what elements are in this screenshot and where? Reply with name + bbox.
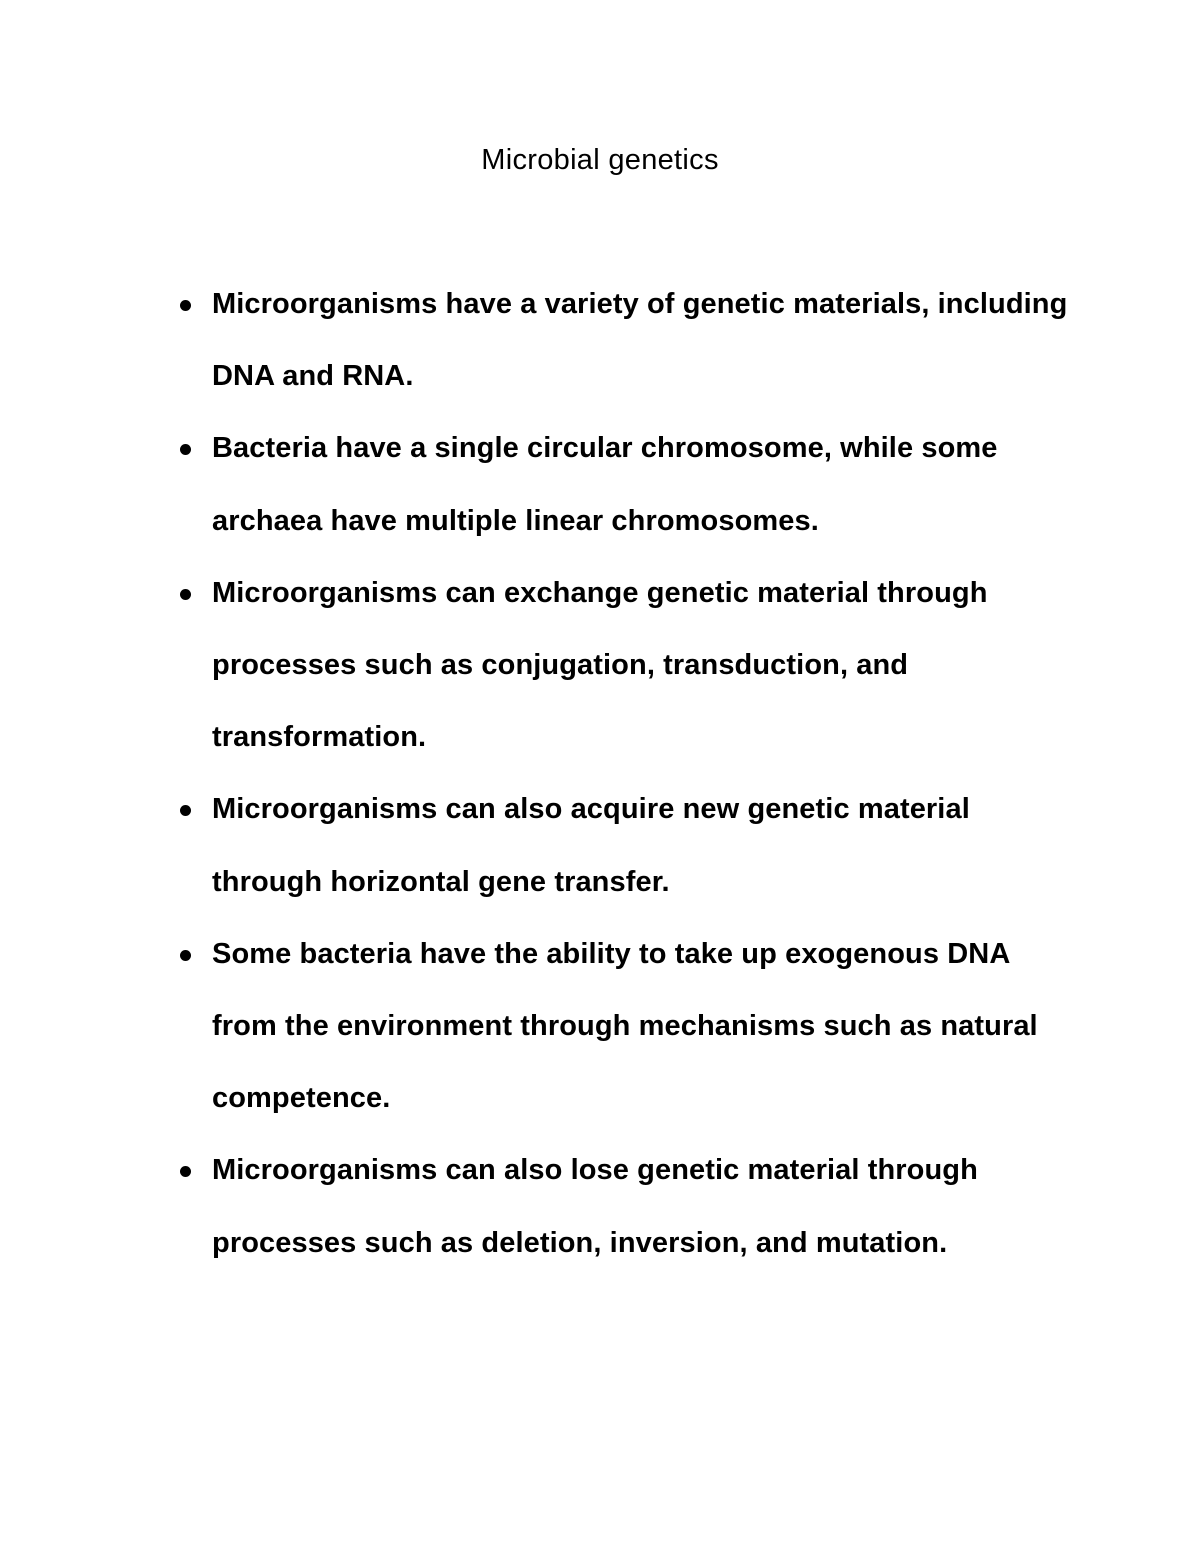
bullet-text: Microorganisms can also lose genetic material through processes such as deletion, inversion, and mutation.	[212, 1154, 978, 1259]
list-item	[212, 557, 1072, 774]
bullet-icon	[180, 1166, 191, 1177]
list-item	[212, 268, 1072, 412]
list-item	[212, 1134, 1072, 1278]
bullet-text: Microorganisms can also acquire new genetic material through horizontal gene transfer.	[212, 793, 970, 898]
list-item	[212, 773, 1072, 917]
bullet-icon	[180, 950, 191, 961]
bullet-icon	[180, 444, 191, 455]
bullet-icon	[180, 805, 191, 816]
document-title: Microbial genetics	[481, 144, 719, 176]
bullet-text: Microorganisms have a variety of genetic materials, including DNA and RNA.	[212, 288, 1068, 393]
bullet-text: Microorganisms can exchange genetic material through processes such as conjugation, transduction, and transformation.	[212, 576, 988, 754]
bullet-text: Some bacteria have the ability to take up exogenous DNA from the environment through mechanisms such as natural competence.	[212, 937, 1038, 1115]
bullet-list	[212, 268, 1072, 1279]
bullet-text: Bacteria have a single circular chromosome, while some archaea have multiple linear chromosomes.	[212, 432, 998, 537]
bullet-icon	[180, 589, 191, 600]
list-item	[212, 412, 1072, 556]
bullet-icon	[180, 300, 191, 311]
list-item	[212, 918, 1072, 1135]
